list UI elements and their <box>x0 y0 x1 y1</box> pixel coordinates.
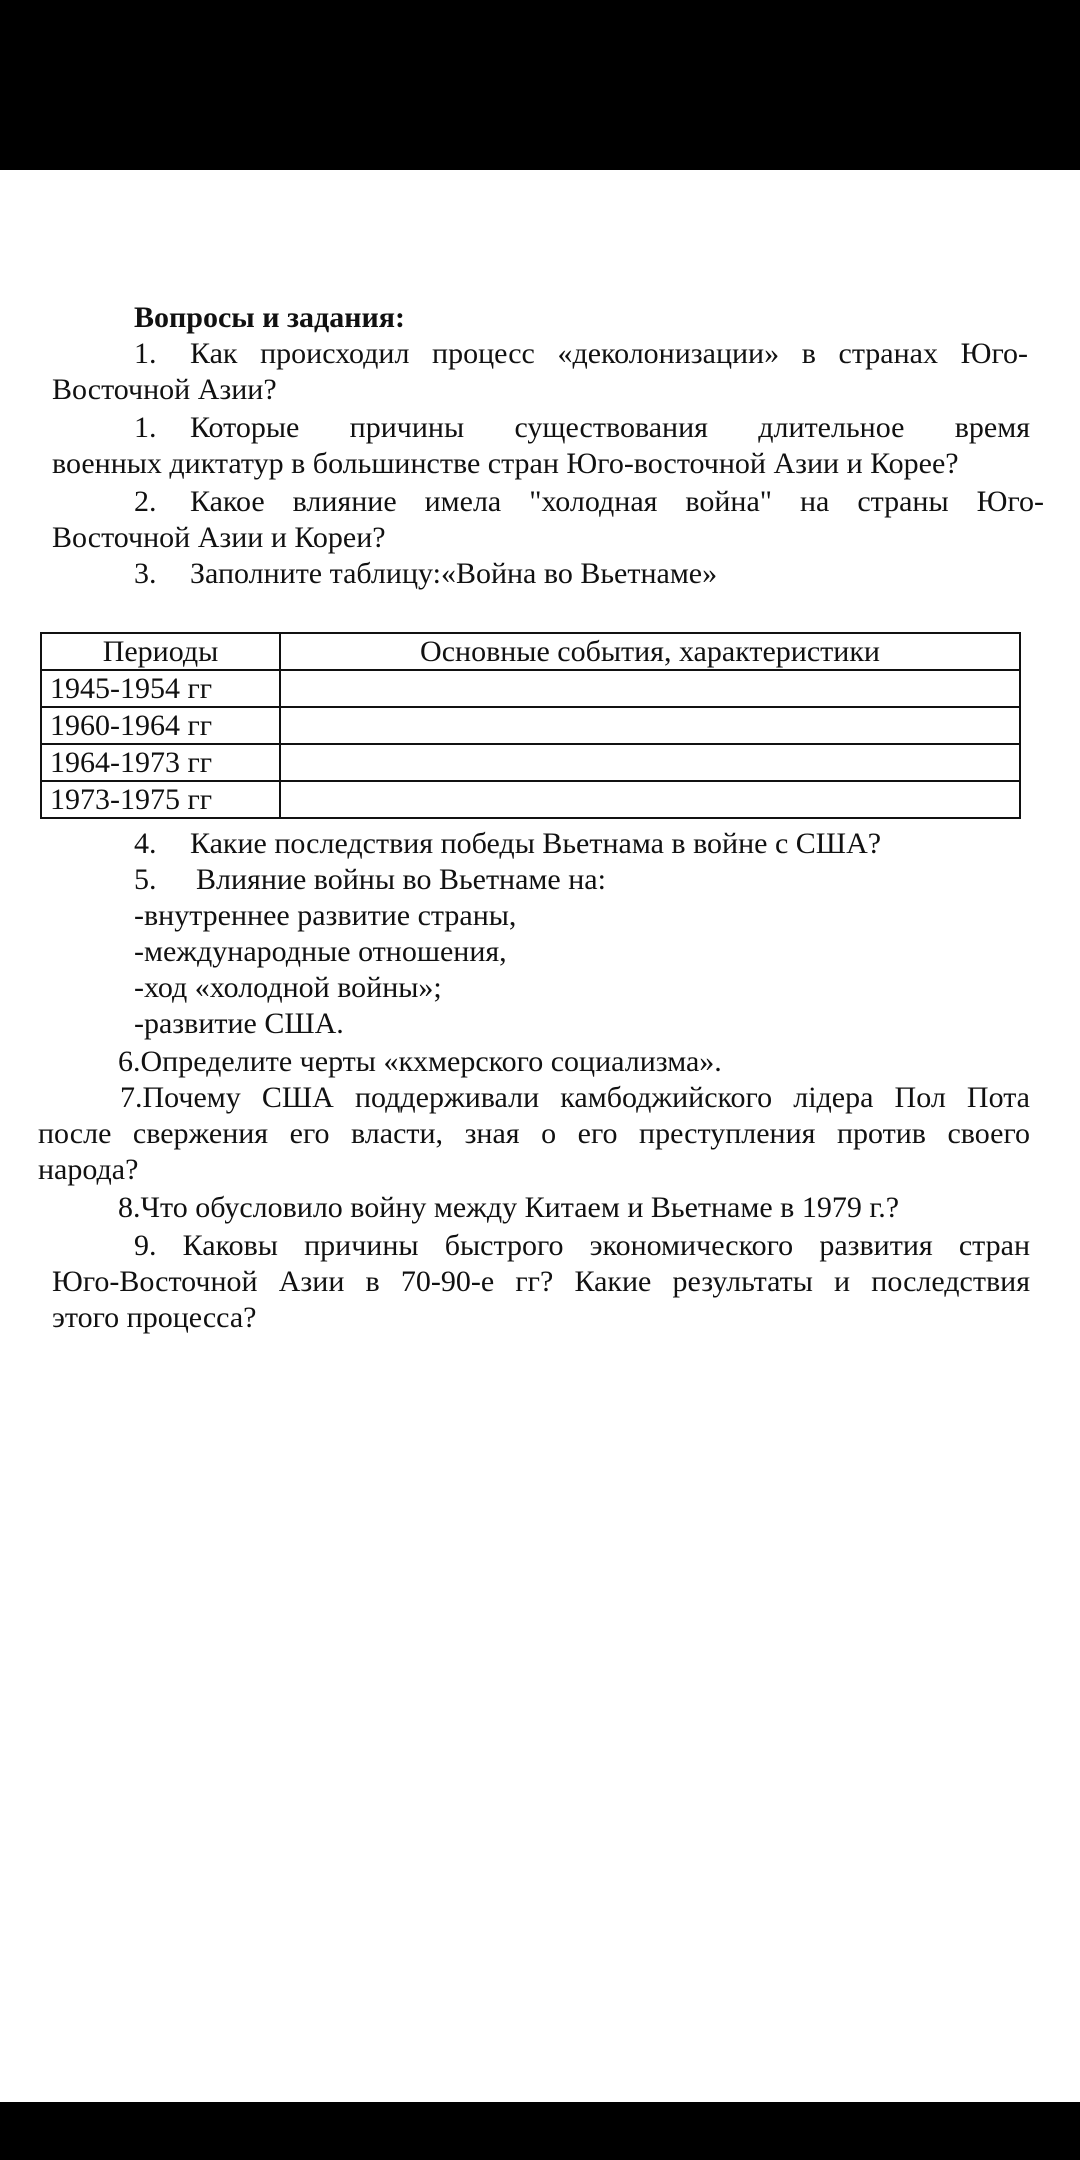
q4-number: 4. <box>134 827 157 860</box>
q7-text-line1: 7.Почему США поддерживали камбоджийского лідера Пол Пота <box>120 1081 1030 1114</box>
table-header-row <box>41 633 1020 670</box>
top-black-bar <box>0 0 1080 170</box>
period-cell: 1945-1954 гг <box>41 670 280 707</box>
q5-item: -внутреннее развитие страны, <box>134 899 517 932</box>
q1-text-line1: Как происходил процесс «деколонизации» в странах Юго- <box>190 337 1028 370</box>
period-cell: 1964-1973 гг <box>41 744 280 781</box>
table-row <box>41 707 1020 744</box>
q1-text-line2: Восточной Азии? <box>52 373 277 406</box>
q2-text-line1: Какое влияние имела "холодная война" на страны Юго- <box>190 485 1044 518</box>
document-page <box>0 170 1080 2102</box>
q2-text-line2: Восточной Азии и Кореи? <box>52 521 386 554</box>
bottom-black-bar <box>0 2102 1080 2160</box>
q1-number: 1. <box>134 337 157 370</box>
period-cell: 1973-1975 гг <box>41 781 280 818</box>
q2-number: 2. <box>134 485 157 518</box>
vietnam-war-table <box>40 632 1021 819</box>
events-cell <box>280 744 1020 781</box>
q9-text-line3: этого процесса? <box>52 1301 257 1334</box>
period-cell: 1960-1964 гг <box>41 707 280 744</box>
q5-text: Влияние войны во Вьетнаме на: <box>196 863 606 896</box>
q5-item: -ход «холодной войны»; <box>134 971 442 1004</box>
q5-item: -международные отношения, <box>134 935 507 968</box>
section-heading: Вопросы и задания: <box>134 301 406 334</box>
table-row <box>41 670 1020 707</box>
events-cell <box>280 707 1020 744</box>
q1b-text-line2: военных диктатур в большинстве стран Юго-восточной Азии и Корее? <box>52 447 959 480</box>
q1b-word: длительное <box>758 411 905 444</box>
events-cell <box>280 670 1020 707</box>
q5-number: 5. <box>134 863 157 896</box>
q1b-word: причины <box>349 411 465 444</box>
q8-text: 8.Что обусловило войну между Китаем и Вьетнаме в 1979 г.? <box>118 1191 900 1224</box>
q4-text: Какие последствия победы Вьетнама в войне с США? <box>190 827 882 860</box>
q7-text-line2: после свержения его власти, зная о его преступления против своего <box>38 1117 1030 1150</box>
q9-text-line1: 9. Каковы причины быстрого экономического развития стран <box>134 1229 1030 1262</box>
q1b-word: время <box>954 411 1030 444</box>
q7-text-line3: народа? <box>38 1153 139 1186</box>
q3-text: Заполните таблицу:«Война во Вьетнаме» <box>190 557 718 590</box>
q1b-number: 1. <box>134 411 157 444</box>
table-row <box>41 744 1020 781</box>
q1b-word: Которые <box>190 411 300 444</box>
events-cell <box>280 781 1020 818</box>
q3-number: 3. <box>134 557 157 590</box>
q9-text-line2: Юго-Восточной Азии в 70-90-е гг? Какие результаты и последствия <box>52 1265 1030 1298</box>
q5-item: -развитие США. <box>134 1007 344 1040</box>
q1b-word: существования <box>514 411 708 444</box>
q6-text: 6.Определите черты «кхмерского социализма». <box>118 1045 722 1078</box>
q1b-text-line1 <box>190 410 1030 446</box>
column-header-events: Основные события, характеристики <box>280 633 1020 670</box>
column-header-periods: Периоды <box>41 633 280 670</box>
table-row <box>41 781 1020 818</box>
